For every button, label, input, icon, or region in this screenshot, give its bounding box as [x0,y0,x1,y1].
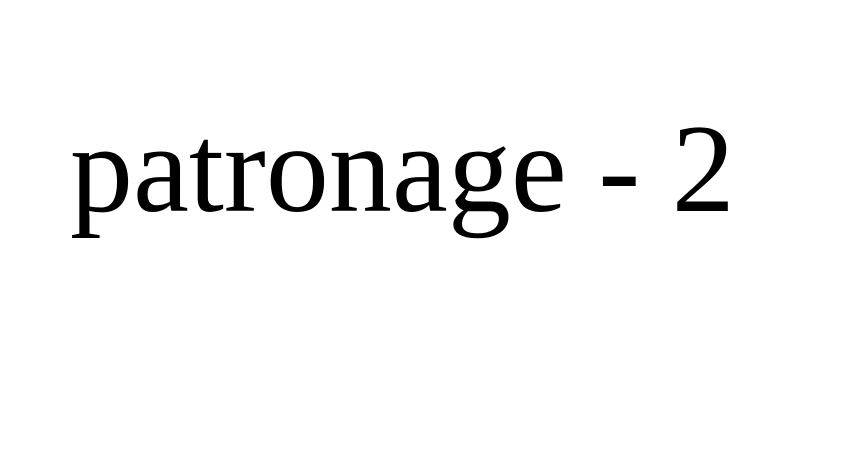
headline-text: patronage - 2 [70,100,735,239]
